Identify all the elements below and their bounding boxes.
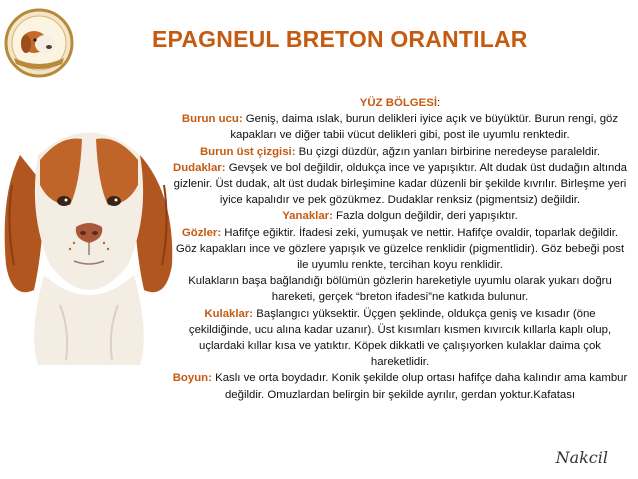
paragraph-burun-ust-cizgisi xyxy=(172,144,628,160)
paragraph-text: Geniş, daima ıslak, burun delikleri iyice açık ve büyüktür. Burun rengi, göz kapakları ve diğer tabii vücut delikleri gibi, post ile uyumlu renktedir. xyxy=(230,113,619,142)
section-heading: YÜZ BÖLGESİ xyxy=(359,97,438,109)
paragraph-kulaklar xyxy=(172,306,628,371)
description-block xyxy=(172,95,628,403)
paragraph-yanaklar xyxy=(172,208,628,224)
paragraph-label: Burun üst çizgisi: xyxy=(199,145,296,158)
paragraph-gozler xyxy=(172,225,628,274)
section-heading-colon: : xyxy=(437,97,441,109)
paragraph-boyun xyxy=(172,370,628,402)
artist-signature: Nakcil xyxy=(555,448,608,467)
paragraph-text: Bu çizgi düzdür, ağzın yanları birbirine neredeyse paraleldir. xyxy=(295,145,601,158)
paragraph-label: Kulaklar: xyxy=(204,307,254,320)
paragraph-text: Hafifçe eğiktir. İfadesi zeki, yumuşak ve nettir. Hafifçe ovaldir, toparlak değildir. Göz kapakları ince ve gözlere yapışık ve güzelce renklidir (pigmentlidir). Göz bebeği post ile uyumlu renkte, tercihan koyu renklidir. xyxy=(175,226,625,272)
paragraph-label: Boyun: xyxy=(172,372,212,385)
paragraph-kulak-hareketi xyxy=(172,273,628,305)
paragraph-label: Yanaklar: xyxy=(282,210,333,223)
paragraph-text: Gevşek ve bol değildir, oldukça ince ve yapışıktır. Alt dudak üst dudağın altında gizlenir. Üst dudak, alt üst dudak birleşimine kadar düzenli bir şekilde kıvrılır. Birleşme yeri iyice kapalıdır ve pek gözükmez. Dudaklar renksiz (pigmentsiz) değildir. xyxy=(173,161,627,207)
paragraph-text: Kaslı ve orta boydadır. Konik şekilde olup ortası hafifçe daha kalındır ama kambur değildir. Omuzlardan belirgin bir şekilde ayrılır, gerdan yoktur.Kafatası xyxy=(211,372,628,401)
paragraph-text: Fazla dolgun değildir, deri yapışıktır. xyxy=(332,210,518,223)
dog-portrait xyxy=(0,115,178,365)
paragraph-label: Burun ucu: xyxy=(181,113,243,126)
paragraph-text: Başlangıcı yüksektir. Üçgen şeklinde, oldukça geniş ve kısadır (öne çekildiğinde, ucu alına kadar uzanır). Üst kısımları kısmen kıvırcık kıllarla kaplı olup, uçlardaki kıllar kısa ve yatıktır. Köpek dikkatli ve çalışıyorken kulaklar daima çok hareketlidir. xyxy=(188,307,612,369)
page-title: EPAGNEUL BRETON ORANTILAR xyxy=(152,26,528,52)
paragraph-text: Kulakların başa bağlandığı bölümün gözlerin hareketiyle uyumlu olarak yukarı doğru hareketi, gerçek “breton ifadesi”ne katkıda bulunur. xyxy=(188,275,612,304)
paragraph-burun-ucu xyxy=(172,111,628,143)
paragraph-label: Gözler: xyxy=(181,226,222,239)
section-heading-line xyxy=(172,95,628,111)
club-logo xyxy=(4,8,74,78)
paragraph-label: Dudaklar: xyxy=(173,161,226,174)
paragraph-dudaklar xyxy=(172,160,628,209)
